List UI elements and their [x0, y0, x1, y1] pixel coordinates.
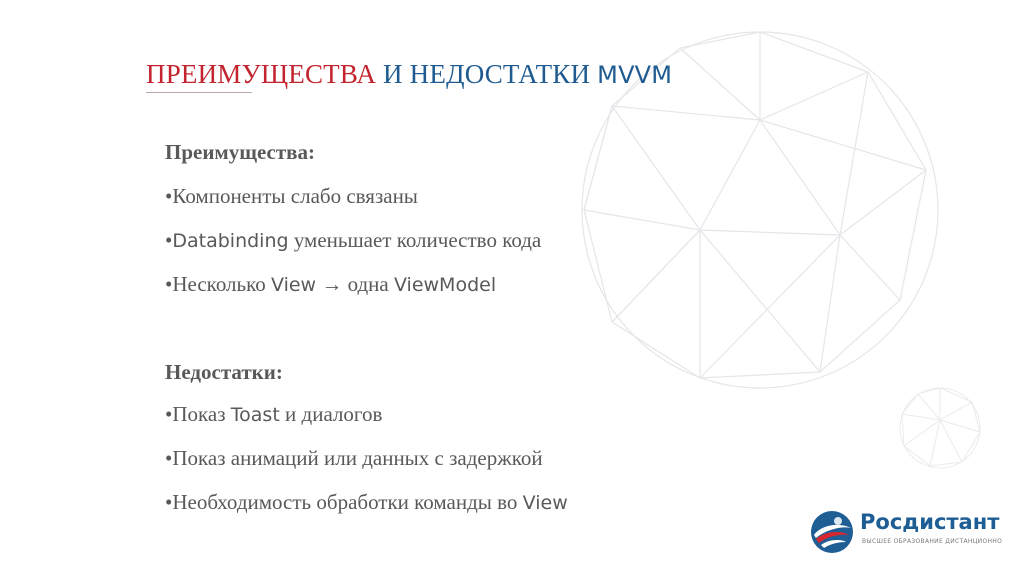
- logo-name: Росдистант: [860, 510, 1000, 534]
- title-underline: [146, 92, 252, 93]
- title-mvvm: MVVM: [597, 61, 673, 89]
- disadvantage-item-3-term: View: [522, 492, 568, 514]
- advantage-item-3-arrow-text: → одна: [316, 272, 394, 296]
- disadvantage-item-3-text: •Необходимость обработки команды во: [165, 490, 523, 514]
- logo-tagline: ВЫСШЕЕ ОБРАЗОВАНИЕ ДИСТАНЦИОННО: [862, 538, 1003, 545]
- disadvantage-item-1: [165, 404, 382, 425]
- advantage-item-3: [165, 274, 496, 295]
- advantage-item-3-text: •Несколько: [165, 272, 271, 296]
- advantage-item-2-term: Databinding: [172, 230, 289, 252]
- advantages-heading: Преимущества:: [165, 140, 316, 164]
- disadvantage-item-2: [165, 448, 543, 469]
- advantage-item-3-term-2: ViewModel: [393, 274, 497, 296]
- title-and-disadvantages: И НЕДОСТАТКИ: [383, 59, 591, 89]
- disadvantage-item-1-text: •Показ: [165, 402, 231, 426]
- advantage-item-1-text: •Компоненты слабо связаны: [165, 184, 418, 208]
- disadvantage-item-1-text-end: и диалогов: [279, 402, 383, 426]
- disadvantage-item-3: [165, 492, 568, 513]
- disadvantages-heading: Недостатки:: [165, 360, 283, 384]
- disadvantage-item-2-text: •Показ анимаций или данных с задержкой: [165, 446, 543, 470]
- advantage-item-3-term: View: [270, 274, 317, 296]
- advantage-item-2-text: уменьшает количество кода: [288, 228, 542, 252]
- advantage-item-1: [165, 186, 418, 207]
- advantage-item-2: [165, 230, 541, 251]
- rosdistant-emblem-icon: [808, 508, 856, 556]
- title-advantages: ПРЕИМУЩЕСТВА: [146, 59, 377, 89]
- disadvantage-item-1-term: Toast: [230, 404, 280, 426]
- rosdistant-logo: [808, 508, 1003, 556]
- page-title: [146, 58, 672, 90]
- advantage-item-2-bullet: •: [165, 228, 173, 252]
